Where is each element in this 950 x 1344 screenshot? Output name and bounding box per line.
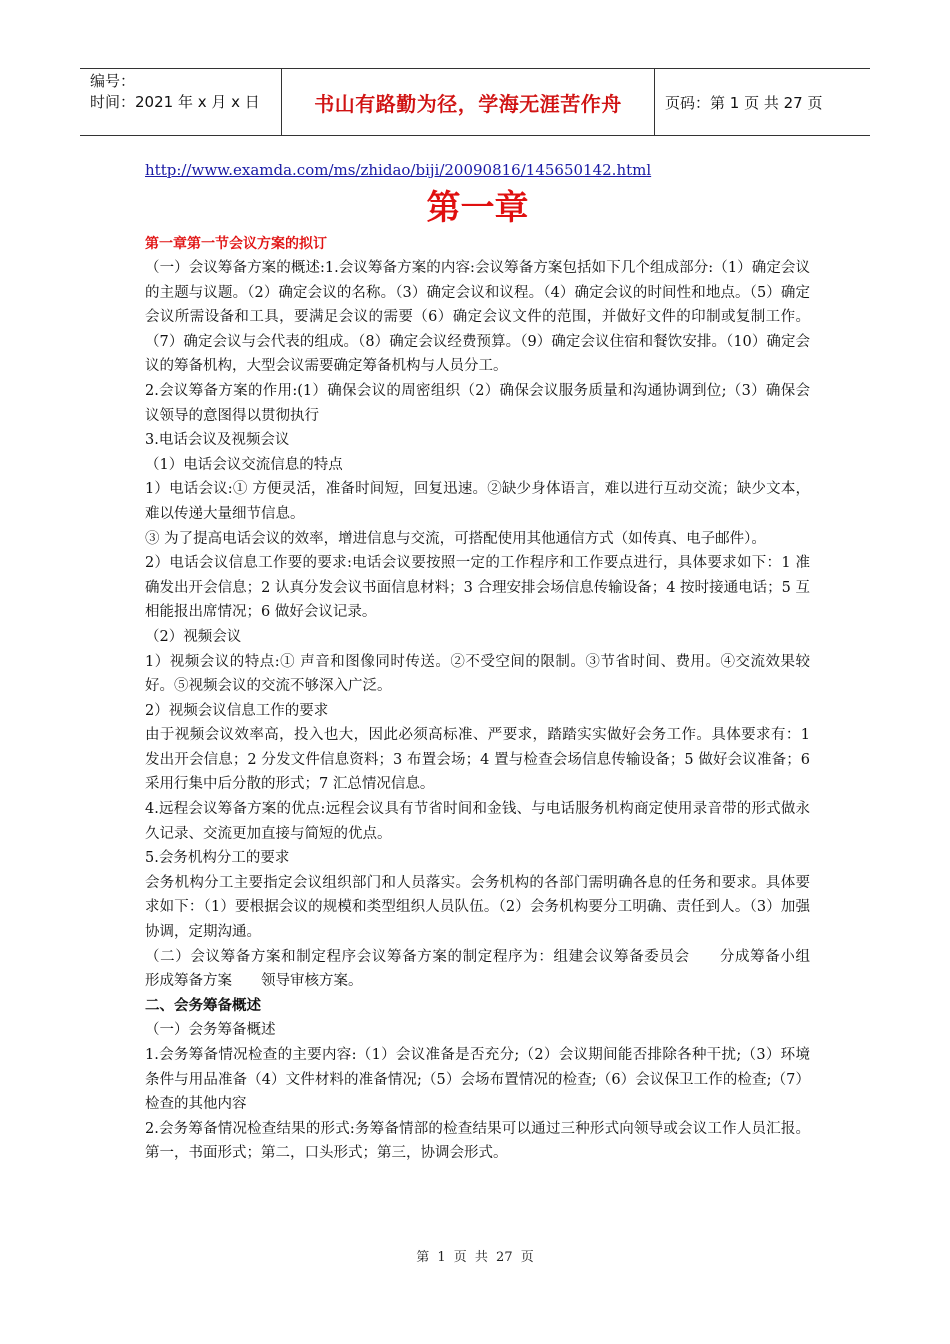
paragraph: 2.会务筹备情况检查结果的形式:务筹备情部的检查结果可以通过三种形式向领导或会议工作人员汇报。第一，书面形式；第二，口头形式；第三，协调会形式。 — [145, 1120, 810, 1162]
section-title: 第一章第一节会议方案的拟订 — [145, 236, 327, 252]
paragraph: 3.电话会议及视频会议 — [145, 432, 290, 449]
header-motto: 书山有路勤为径，学海无涯苦作舟 — [282, 69, 655, 135]
header-number-label: 编号： — [90, 72, 136, 90]
page-header — [80, 68, 870, 136]
document-body — [145, 158, 839, 1166]
paragraph: （2）视频会议 — [145, 628, 242, 645]
page-footer: 第 1 页 共 27 页 — [416, 1250, 534, 1265]
paragraph: 5.会务机构分工的要求 — [145, 850, 290, 867]
paragraph: 1）电话会议:① 方便灵活，准备时间短，回复迅速。②缺少身体语言，难以进行互动交流；缺少文本，难以传递大量细节信息。 — [145, 481, 810, 522]
paragraph: 2）电话会议信息工作要的要求:电话会议要按照一定的工作程序和工作要点进行，具体要求如下：1 准确发出开会信息；2 认真分发会议书面信息材料；3 合理安排会场信息传输设备；4 按时接通电话；5 互相能报出席情况；6 做好会议记录。 — [145, 555, 810, 621]
paragraph: （一）会务筹备概述 — [145, 1022, 276, 1039]
paragraph: （一）会议筹备方案的概述:1.会议筹备方案的内容:会议筹备方案包括如下几个组成部分:（1）确定会议的主题与议题。（2）确定会议的名称。（3）确定会议和议程。（4）确定会议的时间性和地点。（5）确定会议所需设备和工具，要满足会议的需要（6）确定会议文件的范围，并做好文件的印制或复制工作。（7）确定会议与会代表的组成。（8）确定会议经费预算。（9）确定会议住宿和餐饮安排。（10）确定会议的筹备机构，大型会议需要确定筹备机构与人员分工。 — [145, 260, 810, 375]
header-page-info: 页码：第 1 页 共 27 页 — [665, 93, 823, 112]
paragraph: （二）会议筹备方案和制定程序会议筹备方案的制定程序为：组建会议筹备委员会 分成筹备小组 形成筹备方案 领导审核方案。 — [145, 948, 839, 990]
paragraph: ③ 为了提高电话会议的效率，增进信息与交流，可搭配使用其他通信方式（如传真、电子邮件）。 — [145, 530, 766, 547]
paragraph: 由于视频会议效率高，投入也大，因此必须高标准、严要求，踏踏实实做好会务工作。具体要求有：1 发出开会信息；2 分发文件信息资料；3 布置会场；4 置与检查会场信息传输设备；5 做好会议准备；6 采用行集中后分散的形式；7 汇总情况信息。 — [145, 727, 810, 793]
paragraph: 2）视频会议信息工作的要求 — [145, 702, 329, 719]
header-time-label: 时间：2021 年 x 月 x 日 — [90, 93, 260, 111]
paragraph: （1）电话会议交流信息的特点 — [145, 456, 343, 473]
section-2-title: 二、会务筹备概述 — [145, 997, 261, 1014]
paragraph: 1.会务筹备情况检查的主要内容:（1）会议准备是否充分;（2）会议期间能否排除各种干扰;（3）环境条件与用品准备（4）文件材料的准备情况;（5）会场布置情况的检查;（6）会议保卫工作的检查;（7）检查的其他内容 — [145, 1047, 810, 1113]
chapter-title: 第一章 — [426, 188, 529, 228]
paragraph: 2.会议筹备方案的作用:(1）确保会议的周密组织（2）确保会议服务质量和沟通协调到位;（3）确保会议领导的意图得以贯彻执行 — [145, 382, 810, 424]
paragraph: 会务机构分工主要指定会议组织部门和人员落实。会务机构的各部门需明确各息的任务和要求。具体要求如下：（1）要根据会议的规模和类型组织人员队伍。（2）会务机构要分工明确、责任到人。（3）加强协调，定期沟通。 — [145, 874, 810, 941]
source-link[interactable]: http://www.examda.com/ms/zhidao/biji/20090816/145650142.html — [145, 161, 652, 179]
paragraph: 4.远程会议筹备方案的优点:远程会议具有节省时间和金钱、与电话服务机构商定使用录音带的形式做永久记录、交流更加直接与简短的优点。 — [145, 801, 810, 842]
header-meta — [80, 69, 282, 135]
paragraph: 1）视频会议的特点:① 声音和图像同时传送。②不受空间的限制。③节省时间、费用。④交流效果较好。⑤视频会议的交流不够深入广泛。 — [145, 653, 810, 695]
